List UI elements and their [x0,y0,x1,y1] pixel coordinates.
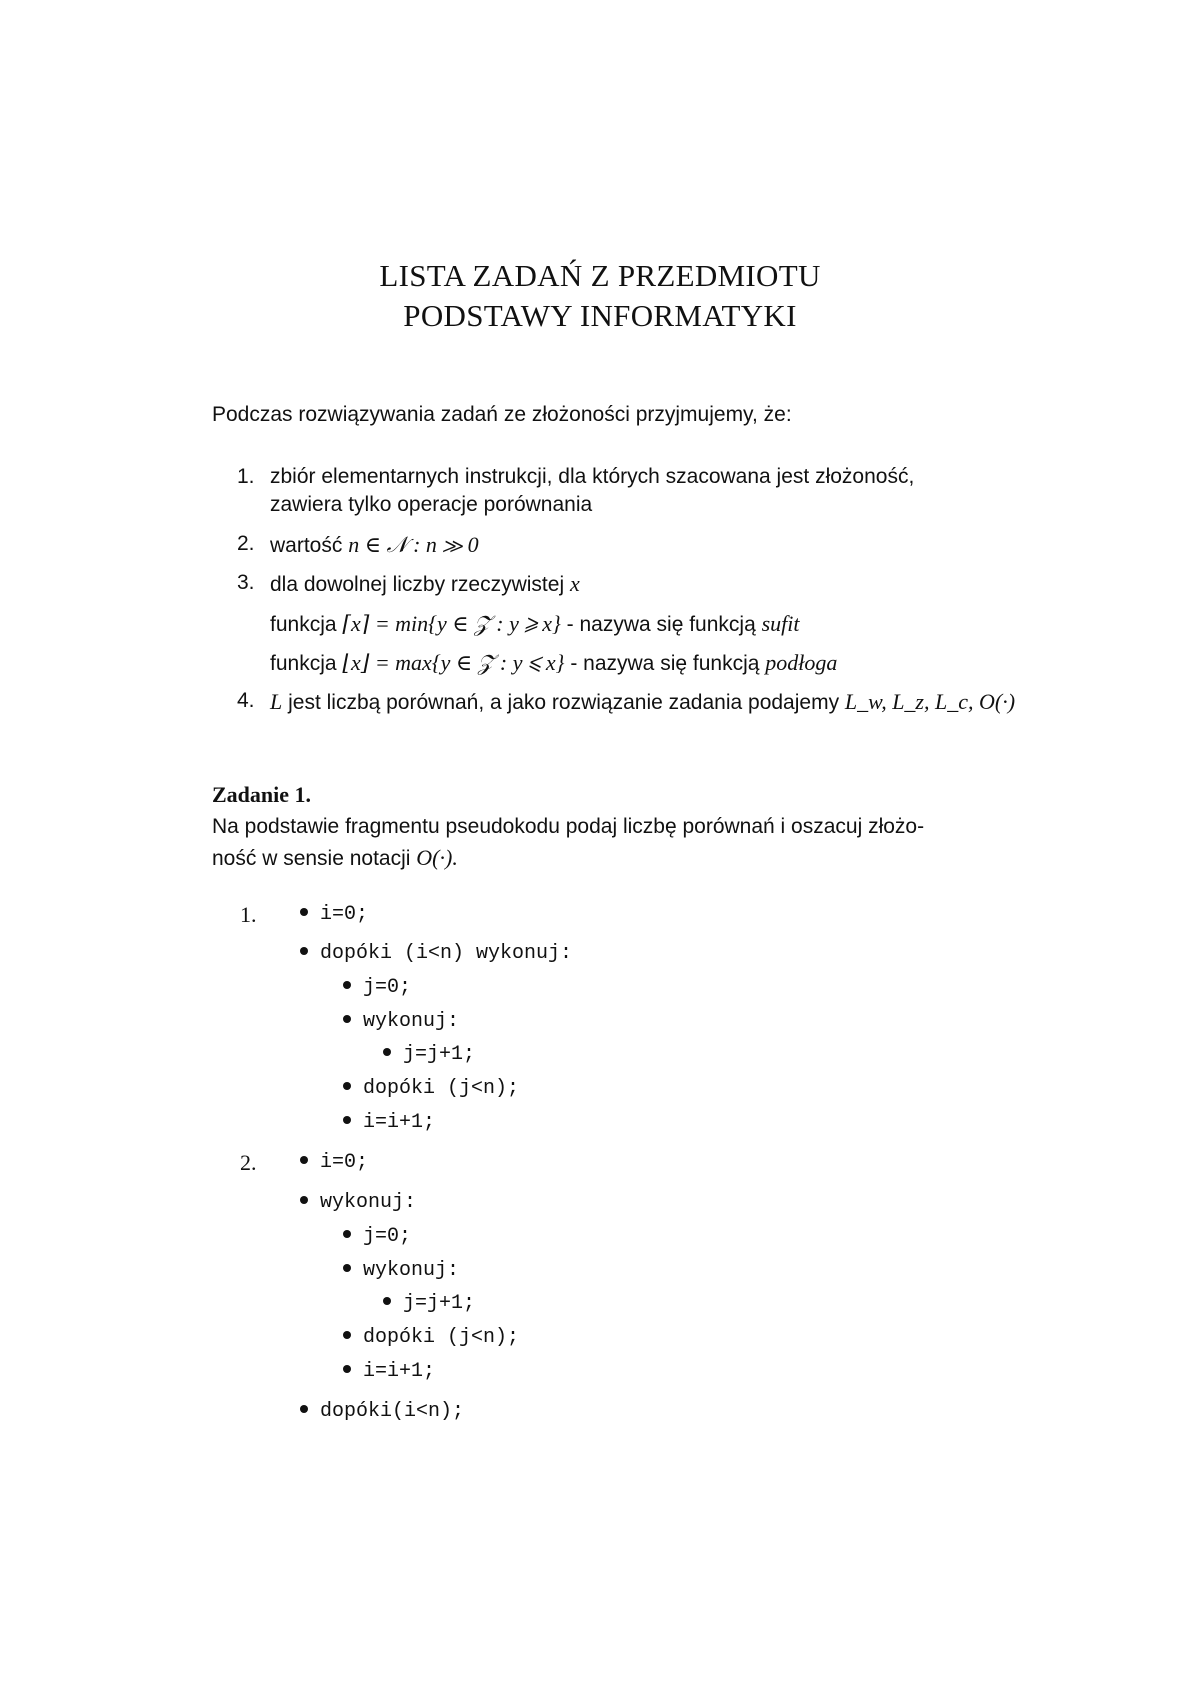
bullet-icon [343,1264,351,1272]
task-heading: Zadanie 1. [212,782,312,807]
assumption-1-line-1: zbiór elementarnych instrukcji, dla których szacowana jest złożoność, [270,465,915,488]
assumption-3-var: x [569,571,580,596]
bullet-icon [343,1230,351,1238]
floor-math: ⌊x⌋ = max{y ∈ 𝒵 : y ⩽ x} [342,650,565,675]
assumption-4-math: L_w, L_z, L_c, O(·) [844,689,1016,714]
bullet-icon [300,908,308,916]
assumption-2-text: wartość [270,534,343,557]
code-2-line-6 [343,1326,519,1349]
code-1-line-7 [343,1111,435,1134]
bullet-icon [383,1048,391,1056]
code-text: dopóki(i<n); [320,1400,465,1423]
assumption-2 [270,532,479,558]
bullet-icon [343,1331,351,1339]
bullet-icon [300,1156,308,1164]
code-2-line-4 [343,1259,459,1282]
code-text: j=0; [363,1225,412,1248]
title-line-2: PODSTAWY INFORMATYKI [403,298,797,333]
code-text: i=0; [320,1151,369,1174]
code-text: j=j+1; [403,1292,476,1315]
code-text: wykonuj: [320,1191,417,1214]
bullet-icon [343,1015,351,1023]
task-description-line-1: Na podstawie fragmentu pseudokodu podaj liczbę porównań i oszacuj złożo- [212,815,925,838]
code-text: dopóki (j<n); [363,1326,520,1349]
bullet-icon [343,981,351,989]
assumption-1-line-2: zawiera tylko operacje porównania [270,493,593,516]
ceil-prefix: funkcja [270,613,337,636]
code-text: wykonuj: [363,1010,460,1033]
assumption-3-text: dla dowolnej liczby rzeczywistej [270,573,565,596]
code-1-line-5 [383,1043,475,1066]
assumption-4-number: 4. [237,689,255,712]
bullet-icon [343,1365,351,1373]
ceil-definition [270,611,800,637]
code-2-line-3 [343,1225,411,1248]
code-text: j=0; [363,976,412,999]
assumption-4-text: jest liczbą porównań, a jako rozwiązanie zadania podajemy [288,691,840,714]
assumption-4-var: L [270,689,283,714]
bullet-icon [383,1297,391,1305]
task-description-line-2 [212,845,458,871]
bullet-icon [343,1116,351,1124]
code-2-line-7 [343,1360,435,1383]
code-text: i=0; [320,903,369,926]
code-2-line-2 [300,1191,416,1214]
code-1-line-3 [343,976,411,999]
intro-paragraph: Podczas rozwiązywania zadań ze złożoności przyjmujemy, że: [212,403,792,426]
code-2-number: 2. [240,1150,257,1175]
code-1-line-1 [300,903,368,926]
assumption-1-number: 1. [237,465,255,488]
code-text: j=j+1; [403,1043,476,1066]
floor-name: podłoga [765,650,838,675]
bullet-icon [300,947,308,955]
code-text: dopóki (j<n); [363,1077,520,1100]
task-description-text: ność w sensie notacji [212,847,411,870]
assumption-2-math: n ∈ 𝒩 : n ≫ 0 [348,532,479,557]
document-title [0,256,1200,336]
task-description-math: O(·). [416,845,458,870]
code-1-line-4 [343,1010,459,1033]
code-1-number: 1. [240,902,257,927]
ceil-math: ⌈x⌉ = min{y ∈ 𝒵 : y ⩾ x} [342,611,561,636]
ceil-name: sufit [761,611,800,636]
code-2-line-8 [300,1400,464,1423]
code-2-line-5 [383,1292,475,1315]
code-text: i=i+1; [363,1360,436,1383]
ceil-suffix: - nazywa się funkcją [566,613,756,636]
assumption-3 [270,571,580,597]
code-1-line-2 [300,942,572,965]
bullet-icon [300,1405,308,1413]
code-text: wykonuj: [363,1259,460,1282]
floor-definition [270,650,837,676]
assumption-3-number: 3. [237,571,255,594]
code-text: dopóki (i<n) wykonuj: [320,942,573,965]
title-line-1: LISTA ZADAŃ Z PRZEDMIOTU [379,258,821,293]
floor-suffix: - nazywa się funkcją [570,652,760,675]
code-2-line-1 [300,1151,368,1174]
floor-prefix: funkcja [270,652,337,675]
bullet-icon [300,1196,308,1204]
code-1-line-6 [343,1077,519,1100]
code-text: i=i+1; [363,1111,436,1134]
bullet-icon [343,1082,351,1090]
assumption-2-number: 2. [237,532,255,555]
assumption-4 [270,689,1015,715]
